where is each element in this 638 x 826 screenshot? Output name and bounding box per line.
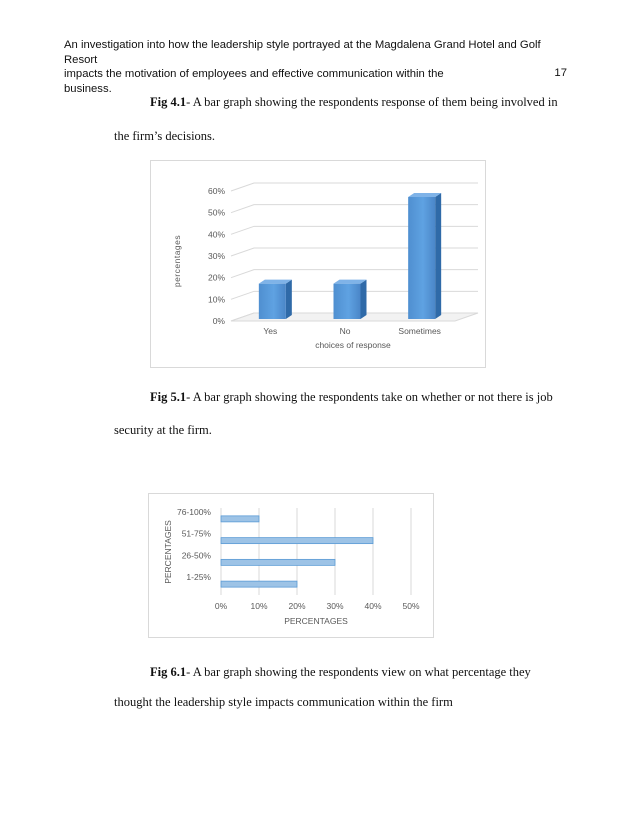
bar-side xyxy=(286,280,292,319)
caption-fig-6-1-continuation: thought the leadership style impacts communication within the firm xyxy=(114,695,453,709)
bar-sometimes xyxy=(408,193,441,319)
caption-fig-6-1 xyxy=(150,665,531,680)
y-tick-label: 1-25% xyxy=(186,572,211,583)
caption-fig-4-1-continuation: the firm’s decisions. xyxy=(114,129,216,143)
x-tick-label: 30% xyxy=(326,601,344,611)
bar-76-100 xyxy=(221,516,259,522)
y-tick-label: 76-100% xyxy=(176,506,211,517)
chart-job-security-svg xyxy=(149,494,433,637)
y-tick-label: 26-50% xyxy=(181,550,211,561)
chart-involvement-svg xyxy=(151,161,485,367)
y-tick-label: 30% xyxy=(207,251,225,261)
bar-26-50 xyxy=(221,559,335,565)
caption-label: Fig 5.1 xyxy=(150,390,187,404)
x-tick-label: 50% xyxy=(402,601,420,611)
y-axis-title: PERCENTAGES xyxy=(163,520,173,584)
chart-involvement xyxy=(150,160,486,368)
bar-side xyxy=(435,193,441,319)
running-header xyxy=(64,38,564,96)
header-line-2: impacts the motivation of employees and effective communication within the xyxy=(64,68,444,81)
y-tick-label: 20% xyxy=(207,272,225,283)
y-axis-title: percentages xyxy=(172,234,182,288)
x-tick-label: 40% xyxy=(364,601,382,611)
caption-text: - A bar graph showing the respondents view on what percentage they xyxy=(186,665,531,679)
chart-job-security xyxy=(148,493,434,638)
bar-front xyxy=(334,284,361,319)
bar-front xyxy=(259,284,286,319)
caption-label: Fig 4.1 xyxy=(150,95,187,109)
x-tick-label: No xyxy=(339,326,351,336)
x-tick-label: 20% xyxy=(288,601,306,611)
x-tick-label: Yes xyxy=(263,326,278,336)
y-tick-label: 40% xyxy=(207,229,225,240)
y-tick-label: 10% xyxy=(207,294,225,305)
x-tick-label: 10% xyxy=(250,601,268,611)
gridline xyxy=(231,183,478,191)
bar-51-75 xyxy=(221,538,373,544)
bar-yes xyxy=(259,280,292,319)
bar-side xyxy=(361,280,367,319)
y-tick-label: 0% xyxy=(212,316,225,326)
header-line-1: An investigation into how the leadership style portrayed at the Magdalena Grand Hotel and Golf Resort xyxy=(64,39,541,66)
x-axis-title: PERCENTAGES xyxy=(284,616,348,626)
x-tick-label: 0% xyxy=(214,601,228,611)
bar-no xyxy=(334,280,367,319)
x-tick-label: Sometimes xyxy=(398,326,441,336)
bar-1-25 xyxy=(221,581,297,587)
y-tick-label: 60% xyxy=(207,186,225,196)
y-tick-label: 51-75% xyxy=(181,528,211,539)
caption-fig-5-1-continuation: security at the firm. xyxy=(114,423,212,437)
caption-text: - A bar graph showing the respondents response of them being involved in xyxy=(186,95,558,109)
caption-fig-4-1 xyxy=(150,95,558,110)
caption-text: - A bar graph showing the respondents take on whether or not there is job xyxy=(186,390,553,404)
caption-fig-5-1 xyxy=(150,390,553,405)
x-axis-title: choices of response xyxy=(315,340,391,350)
caption-label: Fig 6.1 xyxy=(150,665,187,679)
bar-front xyxy=(408,197,435,319)
header-line-3: business. xyxy=(64,82,112,95)
y-tick-label: 50% xyxy=(207,207,225,218)
page-number: 17 xyxy=(554,67,567,79)
